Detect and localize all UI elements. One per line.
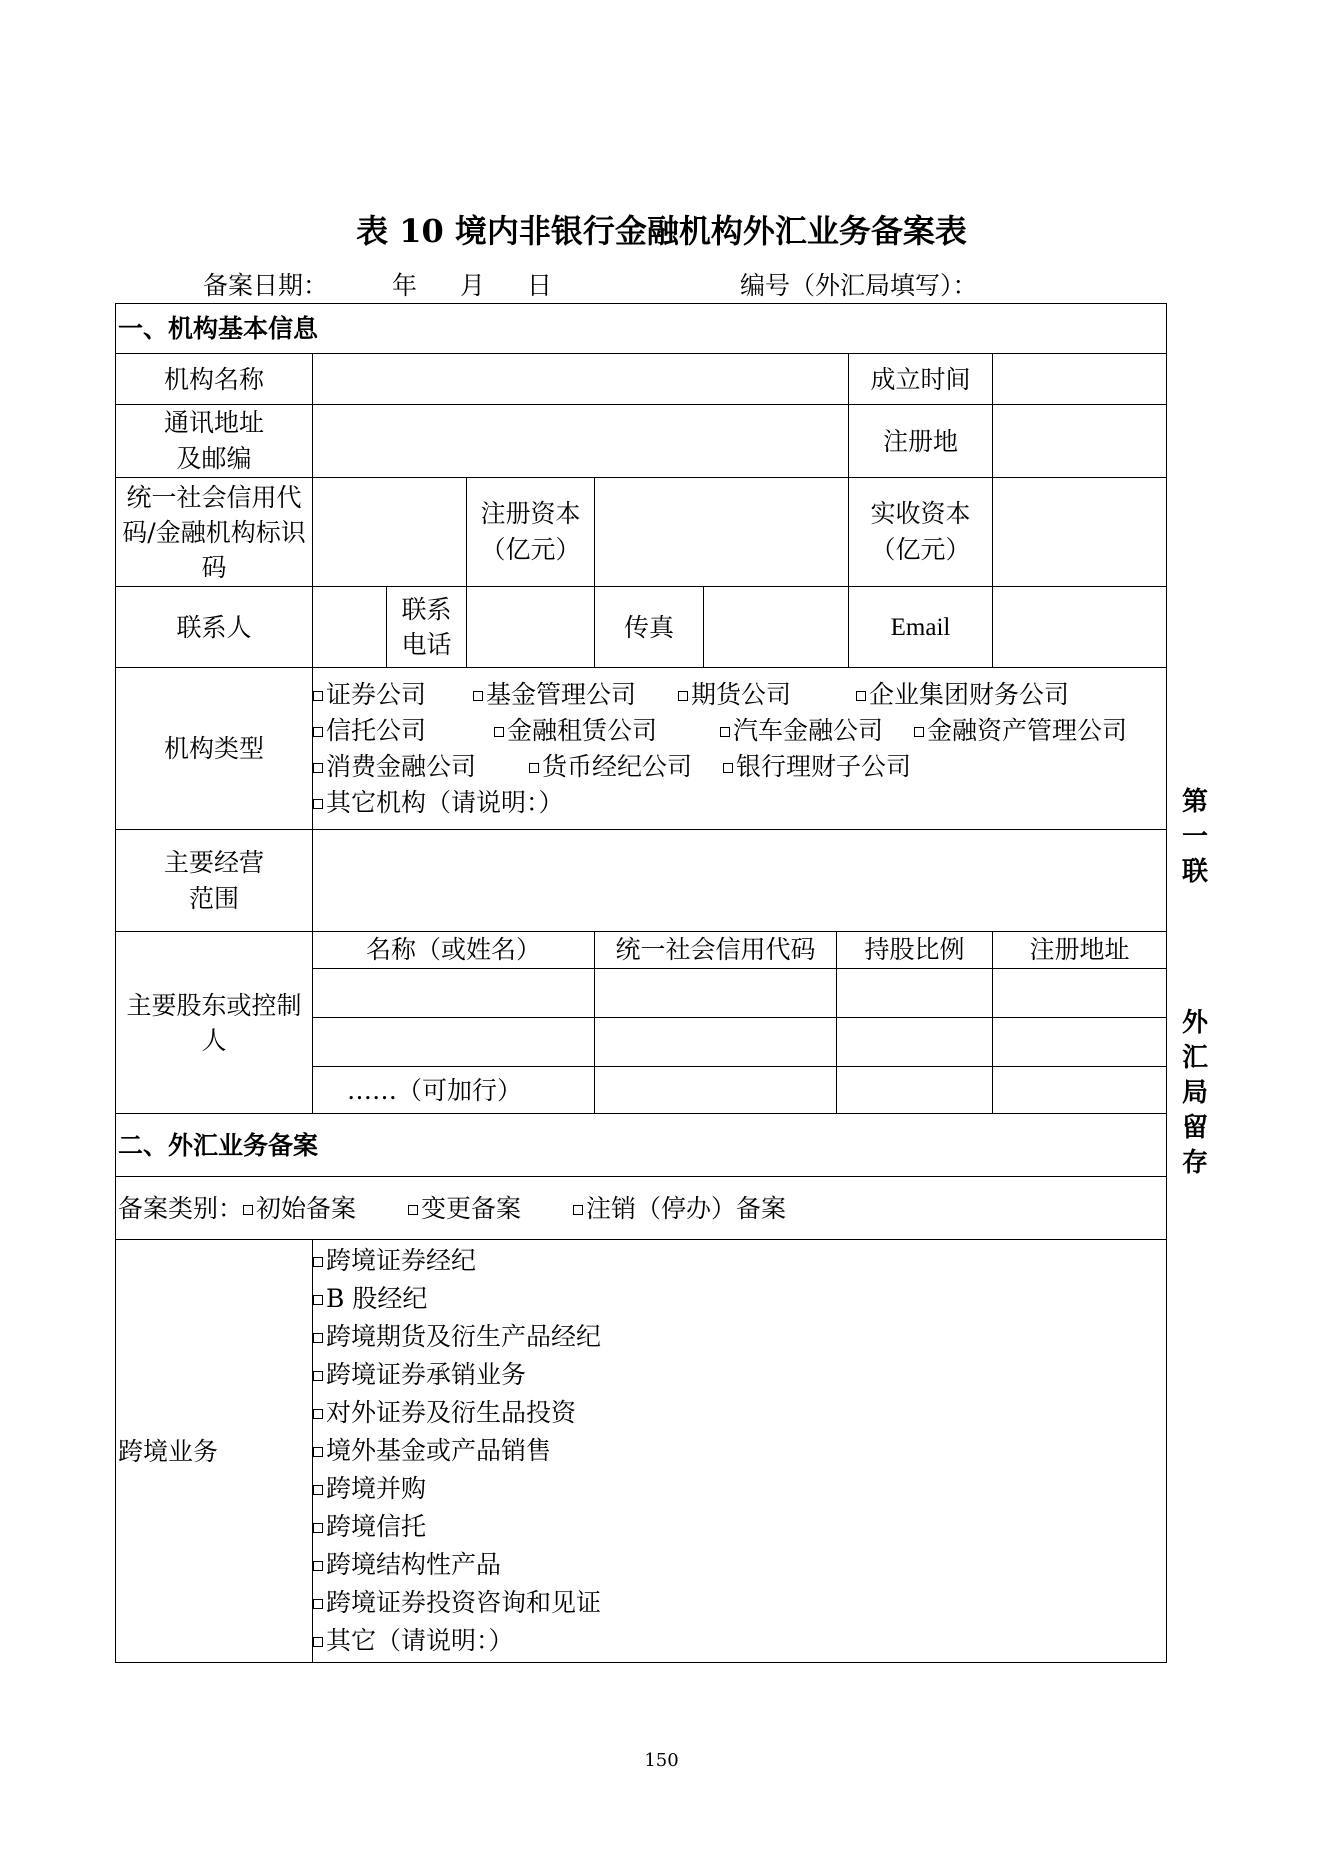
- contact-label: 联系人: [116, 587, 313, 668]
- shareholder-address-field[interactable]: [993, 969, 1167, 1018]
- institution-name-field[interactable]: [313, 354, 849, 405]
- shareholder-code-field[interactable]: [595, 1018, 837, 1067]
- type-option-other[interactable]: 其它机构（请说明：）: [313, 785, 564, 821]
- type-option[interactable]: 银行理财子公司: [723, 749, 911, 785]
- checkbox-icon[interactable]: [408, 1205, 418, 1215]
- serial-number-label: 编号（外汇局填写）：: [740, 271, 978, 300]
- business-option[interactable]: 跨境证券承销业务: [313, 1356, 1166, 1394]
- type-option[interactable]: 证券公司: [313, 677, 473, 713]
- cross-border-options: [313, 1240, 1167, 1663]
- checkbox-icon[interactable]: [313, 691, 323, 701]
- registered-place-field[interactable]: [993, 405, 1167, 478]
- type-option[interactable]: 货币经纪公司: [529, 749, 723, 785]
- email-label: Email: [849, 587, 993, 668]
- fax-label: 传真: [595, 587, 704, 668]
- filing-category-label: 备案类别：: [118, 1193, 244, 1223]
- shareholder-ratio-field[interactable]: [837, 1067, 993, 1114]
- checkbox-icon[interactable]: [243, 1205, 253, 1215]
- shareholder-address-field[interactable]: [993, 1067, 1167, 1114]
- type-option[interactable]: 企业集团财务公司: [856, 677, 1069, 713]
- business-option[interactable]: 跨境并购: [313, 1470, 1166, 1508]
- month-label: 月: [460, 271, 486, 300]
- address-field[interactable]: [313, 405, 849, 478]
- registered-capital-label: 注册资本 （亿元）: [467, 478, 595, 587]
- shareholder-label: 主要股东或控制人: [116, 932, 313, 1114]
- checkbox-icon[interactable]: [313, 727, 323, 737]
- phone-field[interactable]: [467, 587, 595, 668]
- type-option[interactable]: 信托公司: [313, 713, 494, 749]
- business-scope-field[interactable]: [313, 830, 1167, 932]
- email-field[interactable]: [993, 587, 1167, 668]
- filing-category-row: [116, 1177, 1167, 1240]
- category-option-cancel[interactable]: 注销（停办）备案: [573, 1191, 786, 1226]
- checkbox-icon[interactable]: [313, 1333, 323, 1343]
- business-option[interactable]: 对外证券及衍生品投资: [313, 1394, 1166, 1432]
- cross-border-label: 跨境业务: [116, 1240, 313, 1663]
- business-option[interactable]: 跨境信托: [313, 1508, 1166, 1546]
- paid-capital-field[interactable]: [993, 478, 1167, 587]
- checkbox-icon[interactable]: [313, 1257, 323, 1267]
- checkbox-icon[interactable]: [720, 727, 730, 737]
- shareholder-address-field[interactable]: [993, 1018, 1167, 1067]
- type-option[interactable]: 金融租赁公司: [494, 713, 720, 749]
- checkbox-icon[interactable]: [494, 727, 504, 737]
- shareholder-ratio-field[interactable]: [837, 969, 993, 1018]
- business-option[interactable]: B 股经纪: [313, 1280, 1166, 1318]
- paid-capital-label: 实收资本 （亿元）: [849, 478, 993, 587]
- institution-name-label: 机构名称: [116, 354, 313, 405]
- type-option[interactable]: 金融资产管理公司: [914, 713, 1127, 749]
- copy-label-retained: 外 汇 局 留 存: [1181, 1008, 1208, 1178]
- checkbox-icon[interactable]: [313, 763, 323, 773]
- institution-type-label: 机构类型: [116, 668, 313, 830]
- checkbox-icon[interactable]: [914, 727, 924, 737]
- checkbox-icon[interactable]: [313, 1637, 323, 1647]
- section-fx-filing-heading: 二、外汇业务备案: [116, 1114, 1167, 1177]
- filing-date-label: 备案日期：: [203, 271, 329, 300]
- shareholder-col-name: 名称（或姓名）: [313, 932, 595, 969]
- fax-field[interactable]: [704, 587, 849, 668]
- business-option-other[interactable]: 其它（请说明：）: [313, 1622, 1166, 1660]
- credit-code-label: 统一社会信用代码/金融机构标识码: [116, 478, 313, 587]
- phone-label: 联系电话: [387, 587, 467, 668]
- address-label: 通讯地址 及邮编: [116, 405, 313, 478]
- day-label: 日: [527, 271, 553, 300]
- type-option[interactable]: 消费金融公司: [313, 749, 529, 785]
- checkbox-icon[interactable]: [313, 1295, 323, 1305]
- established-time-field[interactable]: [993, 354, 1167, 405]
- checkbox-icon[interactable]: [529, 763, 539, 773]
- page-title: 表 10 境内非银行金融机构外汇业务备案表: [356, 212, 967, 250]
- established-time-label: 成立时间: [849, 354, 993, 405]
- checkbox-icon[interactable]: [313, 1485, 323, 1495]
- contact-field[interactable]: [313, 587, 387, 668]
- checkbox-icon[interactable]: [678, 691, 688, 701]
- business-option[interactable]: 境外基金或产品销售: [313, 1432, 1166, 1470]
- checkbox-icon[interactable]: [313, 1523, 323, 1533]
- checkbox-icon[interactable]: [723, 763, 733, 773]
- filing-form-table: [115, 303, 1167, 1663]
- shareholder-code-field[interactable]: [595, 1067, 837, 1114]
- category-option-initial[interactable]: 初始备案: [243, 1191, 408, 1226]
- type-option[interactable]: 汽车金融公司: [720, 713, 914, 749]
- shareholder-col-address: 注册地址: [993, 932, 1167, 969]
- checkbox-icon[interactable]: [313, 1409, 323, 1419]
- business-scope-label: 主要经营 范围: [116, 830, 313, 932]
- year-label: 年: [392, 271, 418, 300]
- category-option-change[interactable]: 变更备案: [408, 1191, 573, 1226]
- registered-place-label: 注册地: [849, 405, 993, 478]
- checkbox-icon[interactable]: [856, 691, 866, 701]
- business-option[interactable]: 跨境证券经纪: [313, 1242, 1166, 1280]
- type-option[interactable]: 期货公司: [678, 677, 856, 713]
- checkbox-icon[interactable]: [473, 691, 483, 701]
- page-number: 150: [644, 1750, 679, 1771]
- shareholder-name-field[interactable]: [313, 1018, 595, 1067]
- type-option[interactable]: 基金管理公司: [473, 677, 678, 713]
- business-option[interactable]: 跨境期货及衍生产品经纪: [313, 1318, 1166, 1356]
- add-row-note: ……（可加行）: [313, 1067, 595, 1114]
- shareholder-name-field[interactable]: [313, 969, 595, 1018]
- section-basic-info-heading: 一、机构基本信息: [116, 304, 1167, 354]
- shareholder-ratio-field[interactable]: [837, 1018, 993, 1067]
- checkbox-icon[interactable]: [313, 1371, 323, 1381]
- institution-type-options: [313, 668, 1167, 830]
- shareholder-code-field[interactable]: [595, 969, 837, 1018]
- registered-capital-field[interactable]: [595, 478, 849, 587]
- checkbox-icon[interactable]: [313, 1599, 323, 1609]
- business-option[interactable]: 跨境证券投资咨询和见证: [313, 1584, 1166, 1622]
- checkbox-icon[interactable]: [313, 1561, 323, 1571]
- shareholder-col-credit-code: 统一社会信用代码: [595, 932, 837, 969]
- checkbox-icon[interactable]: [313, 1447, 323, 1457]
- credit-code-field[interactable]: [313, 478, 467, 587]
- business-option[interactable]: 跨境结构性产品: [313, 1546, 1166, 1584]
- shareholder-col-share-ratio: 持股比例: [837, 932, 993, 969]
- checkbox-icon[interactable]: [313, 799, 323, 809]
- checkbox-icon[interactable]: [573, 1205, 583, 1215]
- copy-label-first: 第 一 联: [1181, 787, 1208, 887]
